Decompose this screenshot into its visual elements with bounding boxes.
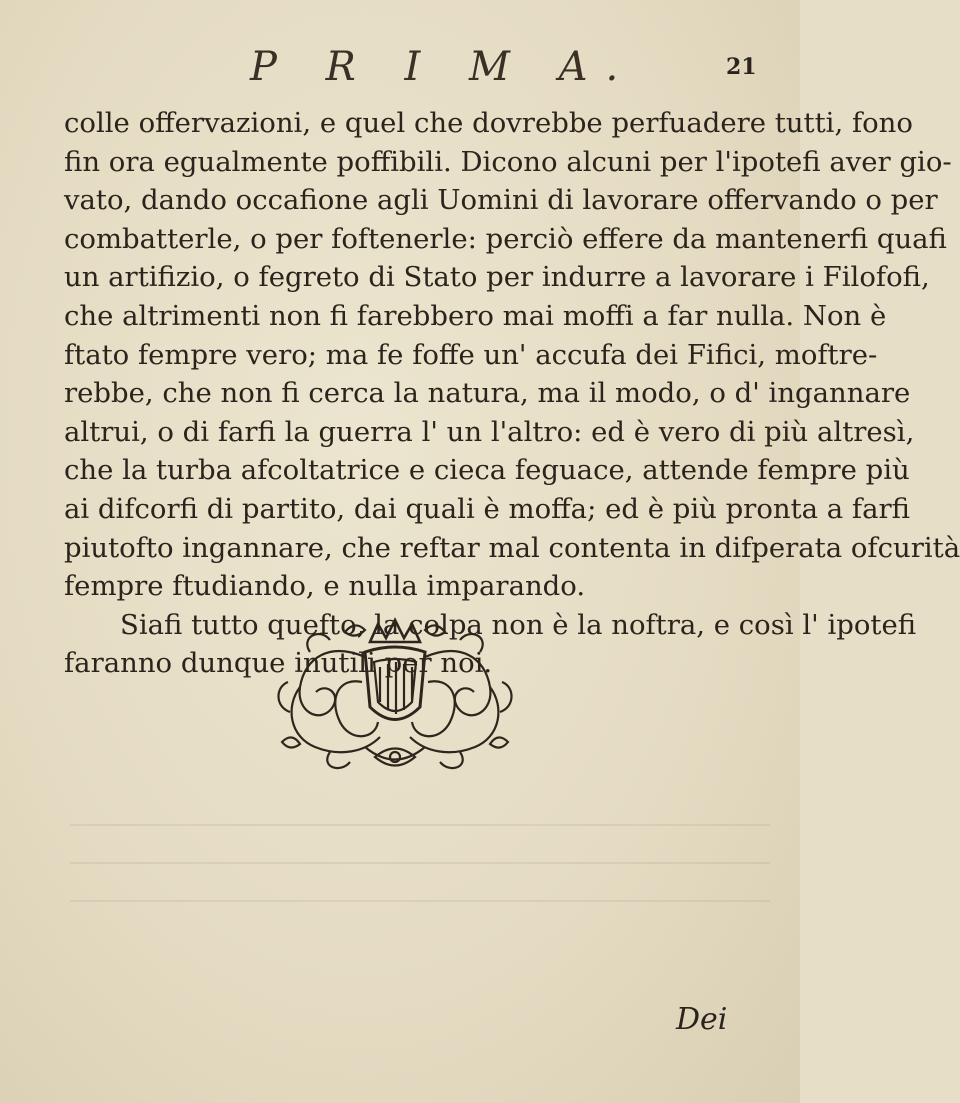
ornament-vignette: [270, 612, 520, 778]
page-number: 21: [726, 54, 757, 80]
text-line: faranno dunque inutili per noi.: [64, 647, 493, 680]
text-line: ai difcorfi di partito, dai quali è moffa; ed è più pronta a farfi: [64, 492, 910, 525]
text-line: che la turba afcoltatrice e cieca feguace, attende fempre più: [64, 454, 910, 487]
text-line: combatterle, o per foftenerle: perciò effere da mantenerfi quafi: [64, 222, 947, 255]
running-head: P R I M A.: [250, 44, 637, 90]
text-line: altrui, o di farfi la guerra l' un l'altro: ed è vero di più altresì,: [64, 415, 915, 448]
text-line: fin ora egualmente poffibili. Dicono alcuni per l'ipotefi aver gio-: [64, 145, 952, 178]
text-line: ftato fempre vero; ma fe foffe un' accufa dei Fifici, moftre-: [64, 338, 878, 371]
body-text: [64, 104, 960, 683]
show-through-texture: [70, 800, 770, 920]
text-line: piutofto ingannare, che reftar mal contenta in difperata ofcurità: [64, 531, 960, 564]
text-line: vato, dando occafione agli Uomini di lavorare offervando o per: [64, 184, 938, 217]
text-line: fempre ftudiando, e nulla imparando.: [64, 570, 586, 603]
page-header: [0, 44, 800, 94]
text-line: un artifizio, o fegreto di Stato per indurre a lavorare i Filofofi,: [64, 261, 930, 294]
text-line: rebbe, che non fi cerca la natura, ma il modo, o d' ingannare: [64, 377, 911, 410]
text-line: che altrimenti non fi farebbero mai moffi a far nulla. Non è: [64, 299, 887, 332]
catchword: Dei: [676, 1002, 728, 1037]
text-line: colle offervazioni, e quel che dovrebbe perfuadere tutti, fono: [64, 107, 913, 139]
text-line: Siafi tutto quefto, la colpa non è la noftra, e così l' ipotefi: [120, 608, 917, 641]
